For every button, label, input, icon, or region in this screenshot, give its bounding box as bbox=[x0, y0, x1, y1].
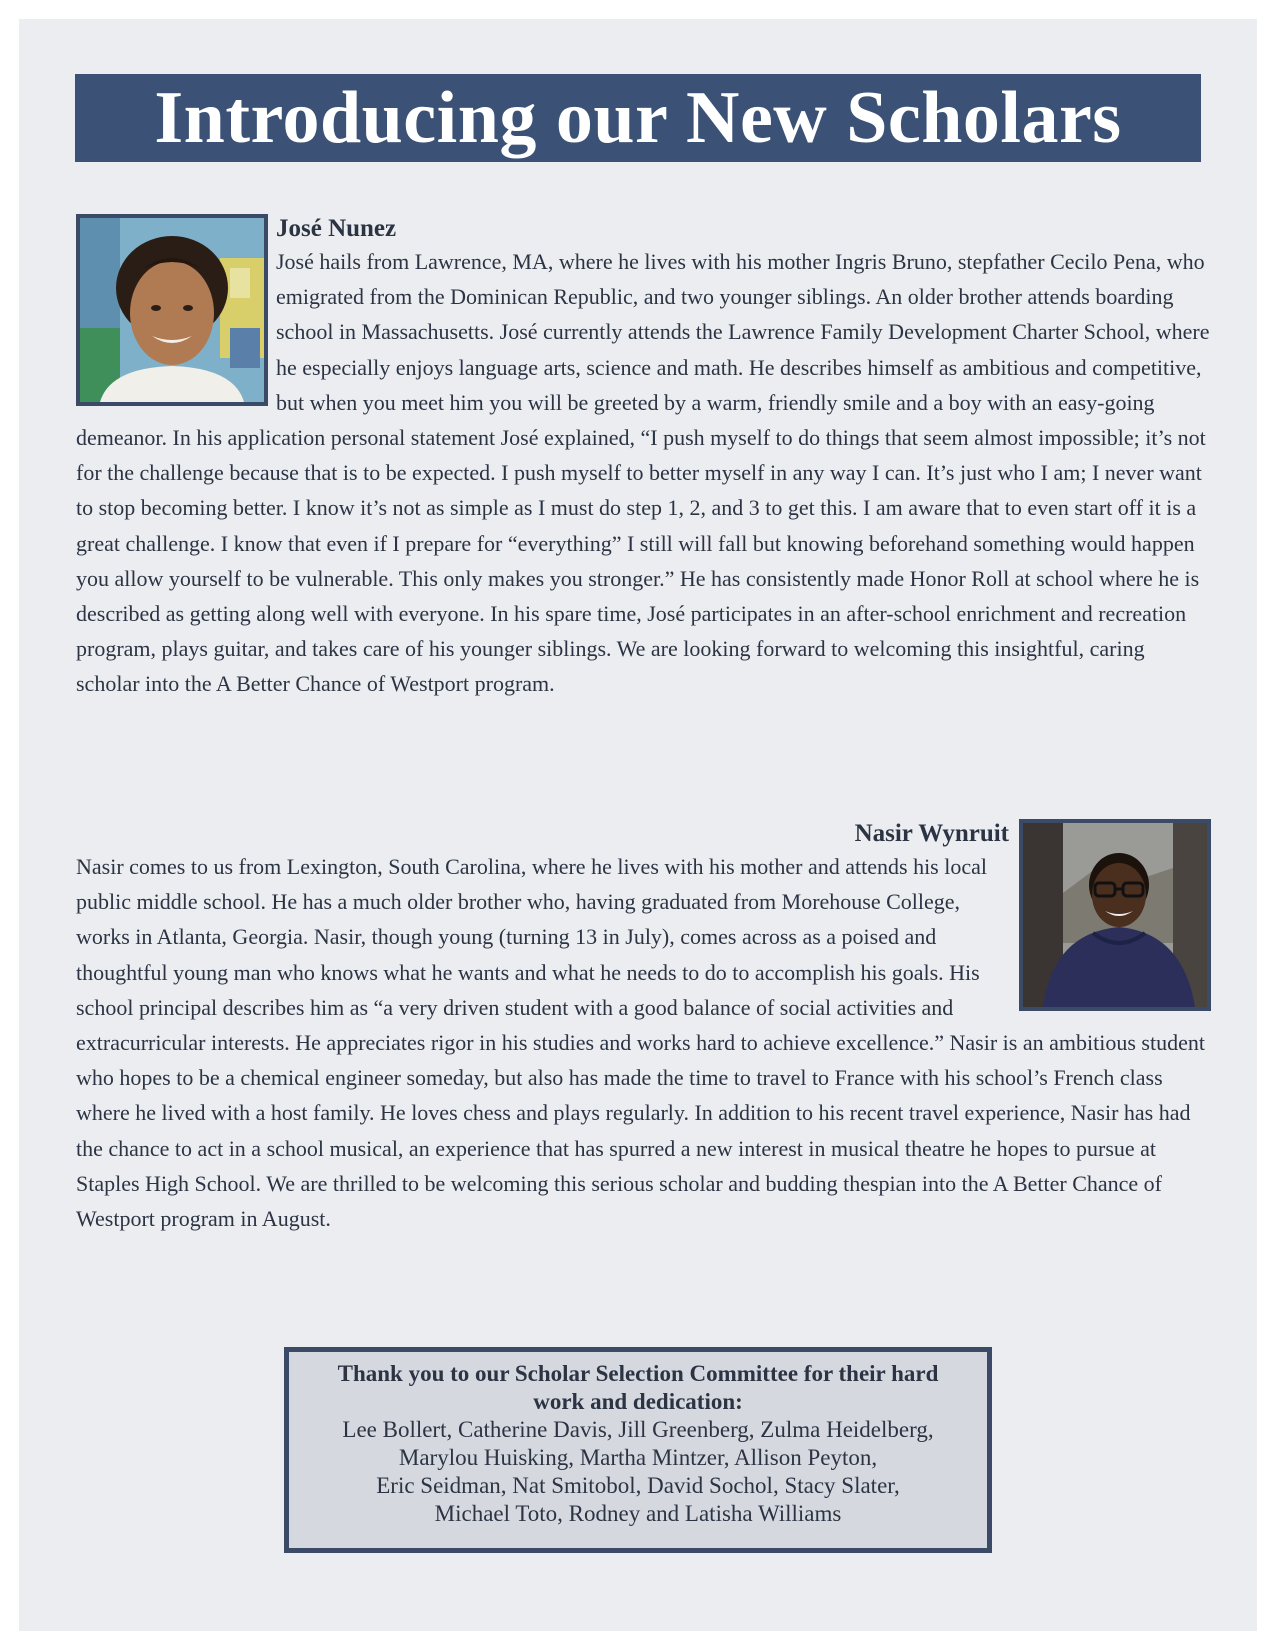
committee-thanks-box bbox=[284, 1347, 992, 1553]
scholar-name: Nasir Wynruit bbox=[854, 820, 1009, 847]
scholar-profile-nasir bbox=[76, 819, 1211, 1236]
scholar-bio: José hails from Lawrence, MA, where he lives with his mother Ingris Bruno, stepfather Cecilo Pena, who emigrated from the Dominican Republic, and two younger siblings. An older brother attends boarding school in Massachusetts. José currently attends the Lawrence Family Development Charter School, where he especially enjoys language arts, science and math. He describes himself as ambitious and competitive, but when you meet him you will be greeted by a warm, friendly smile and a boy with an easy-going demeanor. In his application personal statement José explained, “I push myself to do things that seem almost impossible; it’s not for the challenge because that is to be expected. I push myself to better myself in any way I can. It’s just who I am; I never want to stop becoming better. I know it’s not as simple as I must do step 1, 2, and 3 to get this. I am aware that to even start off it is a great challenge. I know that even if I prepare for “everything” I still will fall but knowing beforehand something would happen you allow yourself to be vulnerable. This only makes you stronger.” He has consistently made Honor Roll at school where he is described as getting along well with everyone. In his spare time, José participates in an after-school enrichment and recreation program, plays guitar, and takes care of his younger siblings. We are looking forward to welcoming this insightful, caring scholar into the A Better Chance of Westport program. bbox=[76, 249, 1210, 697]
committee-members bbox=[289, 1416, 987, 1528]
scholar-photo-jose bbox=[76, 214, 268, 406]
committee-members-line: Lee Bollert, Catherine Davis, Jill Greenberg, Zulma Heidelberg, bbox=[342, 1417, 934, 1442]
title-banner bbox=[75, 74, 1201, 162]
committee-members-line: Michael Toto, Rodney and Latisha Williams bbox=[434, 1501, 842, 1526]
scholar-name: José Nunez bbox=[276, 215, 397, 242]
page-title: Introducing our New Scholars bbox=[154, 77, 1122, 159]
committee-members-line: Marylou Huisking, Martha Mintzer, Allison Peyton, bbox=[398, 1445, 878, 1470]
scholar-profile-jose bbox=[76, 214, 1211, 702]
scholar-bio: Nasir comes to us from Lexington, South Carolina, where he lives with his mother and attends his local public middle school. He has a much older brother who, having graduated from Morehouse College, works in Atlanta, Georgia. Nasir, though young (turning 13 in July), comes across as a poised and thoughtful young man who knows what he wants and what he needs to do to accomplish his goals. His school principal describes him as “a very driven student with a good balance of social activities and extracurricular interests. He appreciates rigor in his studies and works hard to achieve excellence.” Nasir is an ambitious student who hopes to be a chemical engineer someday, but also has made the time to travel to France with his school’s French class where he lived with a host family. He loves chess and plays regularly. In addition to his recent travel experience, Nasir has had the chance to act in a school musical, an experience that has spurred a new interest in musical theatre he hopes to pursue at Staples High School. We are thrilled to be welcoming this serious scholar and budding thespian into the A Better Chance of Westport program in August. bbox=[76, 854, 1205, 1232]
thanks-heading: Thank you to our Scholar Selection Committee for their hard work and dedication: bbox=[337, 1361, 939, 1414]
scholar-photo-nasir bbox=[1019, 819, 1211, 1011]
committee-members-line: Eric Seidman, Nat Smitobol, David Sochol, Stacy Slater, bbox=[376, 1473, 900, 1498]
newsletter-page bbox=[19, 19, 1257, 1631]
portrait-image bbox=[1023, 823, 1207, 1007]
portrait-image bbox=[80, 218, 264, 402]
